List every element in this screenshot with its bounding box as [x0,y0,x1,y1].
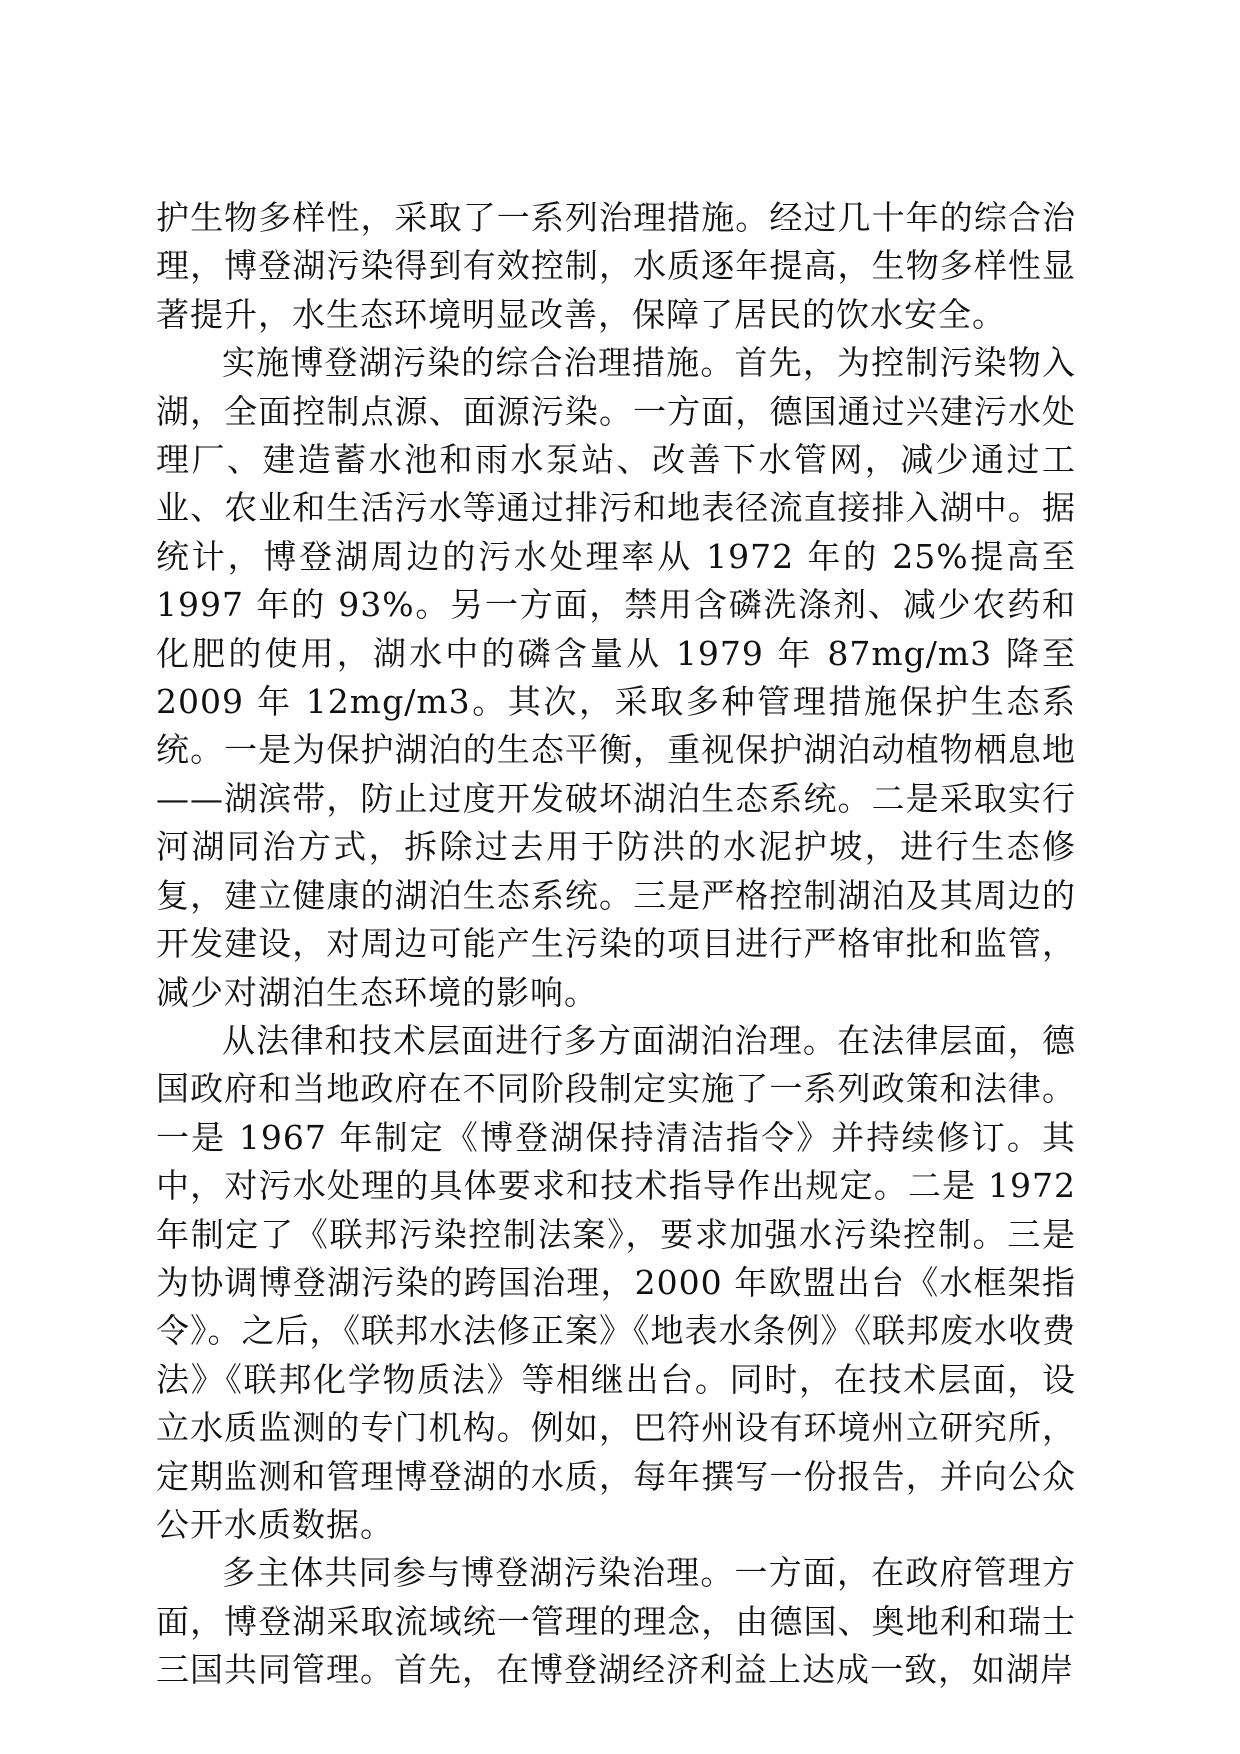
body-text [156,194,1076,1695]
paragraph-4: 多主体共同参与博登湖污染治理。一方面，在政府管理方面，博登湖采取流域统一管理的理念，由德国、奥地利和瑞士三国共同管理。首先，在博登湖经济利益上达成一致，如湖岸 [156,1553,1076,1690]
paragraph-2: 实施博登湖污染的综合治理措施。首先，为控制污染物入湖，全面控制点源、面源污染。一方面，德国通过兴建污水处理厂、建造蓄水池和雨水泵站、改善下水管网，减少通过工业、农业和生活污水等通过排污和地表径流直接排入湖中。据统计，博登湖周边的污水处理率从 1972 年的 25%提高至 1997 年的 93%。另一方面，禁用含磷洗涤剂、减少农药和化肥的使用，湖水中的磷含量从 1979 年 87mg/m3 降至 2009 年 12mg/m3。其次，采取多种管理措施保护生态系统。一是为保护湖泊的生态平衡，重视保护湖泊动植物栖息地——湖滨带，防止过度开发破坏湖泊生态系统。二是采取实行河湖同治方式，拆除过去用于防洪的水泥护坡，进行生态修复，建立健康的湖泊生态系统。三是严格控制湖泊及其周边的开发建设，对周边可能产生污染的项目进行严格审批和监管，减少对湖泊生态环境的影响。 [156,343,1076,1012]
paragraph-1: 护生物多样性，采取了一系列治理措施。经过几十年的综合治理，博登湖污染得到有效控制，水质逐年提高，生物多样性显著提升，水生态环境明显改善，保障了居民的饮水安全。 [156,198,1076,334]
paragraph-3: 从法律和技术层面进行多方面湖泊治理。在法律层面，德国政府和当地政府在不同阶段制定实施了一系列政策和法律。一是 1967 年制定《博登湖保持清洁指令》并持续修订。其中，对污水处理的具体要求和技术指导作出规定。二是 1972 年制定了《联邦污染控制法案》，要求加强水污染控制。三是为协调博登湖污染的跨国治理，2000 年欧盟出台《水框架指令》。之后，《联邦水法修正案》《地表水条例》《联邦废水收费法》《联邦化学物质法》等相继出台。同时，在技术层面，设立水质监测的专门机构。例如，巴符州设有环境州立研究所，定期监测和管理博登湖的水质，每年撰写一份报告，并向公众公开水质数据。 [156,1020,1076,1544]
